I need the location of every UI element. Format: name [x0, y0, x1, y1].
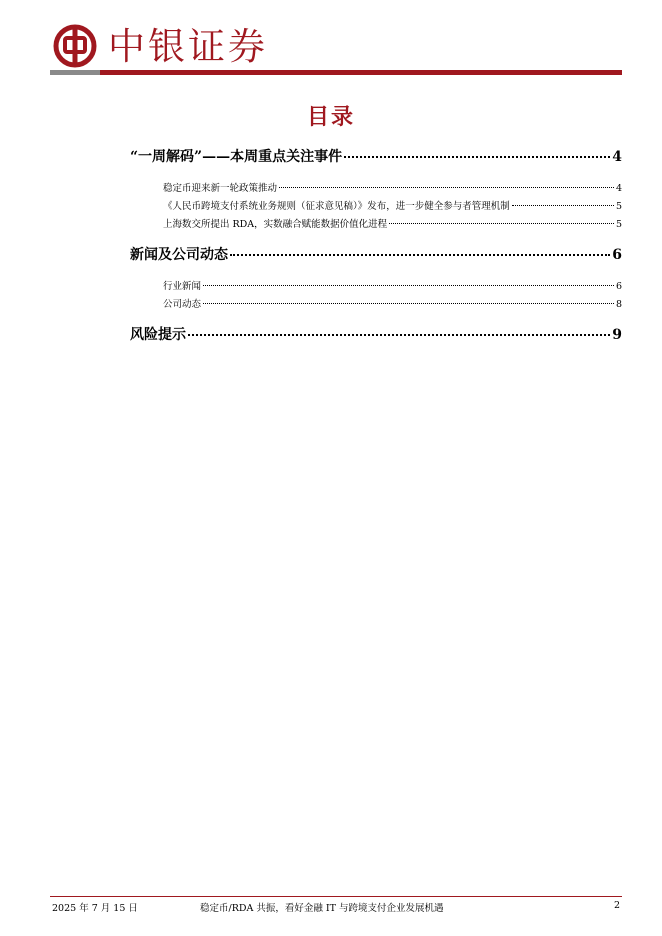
dot-leader [203, 285, 614, 286]
toc-entry-label: “一周解码”——本周重点关注事件 [130, 149, 343, 165]
page-header [50, 22, 622, 82]
toc-entry-label: 《人民币跨境支付系统业务规则（征求意见稿）》发布，进一步健全参与者管理机制 [163, 201, 510, 212]
bank-of-china-logo-icon [53, 24, 97, 68]
toc-entry-label: 行业新闻 [163, 281, 202, 292]
toc-entry-page: 9 [612, 327, 622, 343]
header-rule-grey [50, 70, 100, 75]
toc-entry-page: 5 [615, 219, 622, 230]
toc-entry-label: 公司动态 [163, 299, 202, 310]
toc-entry-page: 4 [615, 183, 622, 194]
toc-entry-page: 6 [612, 247, 622, 263]
footer-report-title: 稳定币/RDA 共振，看好金融 IT 与跨境支付企业发展机遇 [200, 903, 444, 914]
footer-date: 2025 年 7 月 15 日 [52, 903, 138, 914]
header-rule-red [100, 70, 622, 75]
toc-entry-company-news[interactable] [163, 296, 622, 310]
toc-title: 目录 [306, 105, 355, 130]
toc-entry-shanghai-rda[interactable] [163, 216, 622, 230]
toc-entry-page: 8 [615, 299, 622, 310]
toc-entry-page: 6 [615, 281, 622, 292]
brand-name: 中银证券 [108, 25, 268, 68]
dot-leader [188, 334, 610, 336]
toc-entry-cips-rules[interactable] [163, 198, 622, 212]
toc-entry-label: 风险提示 [130, 327, 186, 343]
toc-entry-page: 4 [612, 149, 622, 165]
toc-entry-page: 5 [615, 201, 622, 212]
toc-entry-industry-news[interactable] [163, 278, 622, 292]
toc-entry-weekly-decode[interactable] [130, 146, 622, 166]
footer-page-number: 2 [613, 900, 620, 911]
toc-entry-risk-warning[interactable] [130, 324, 622, 344]
toc-entry-news-company[interactable] [130, 244, 622, 264]
dot-leader [203, 303, 614, 304]
dot-leader [512, 205, 614, 206]
toc-entry-label: 上海数交所提出 RDA，实数融合赋能数据价值化进程 [163, 219, 388, 230]
toc-entry-stablecoin-policy[interactable] [163, 180, 622, 194]
footer-rule [50, 896, 622, 897]
toc-entry-label: 稳定币迎来新一轮政策推动 [163, 183, 278, 194]
dot-leader [230, 254, 610, 256]
dot-leader [344, 156, 610, 158]
dot-leader [389, 223, 614, 224]
toc-entry-label: 新闻及公司动态 [130, 247, 228, 263]
dot-leader [279, 187, 614, 188]
